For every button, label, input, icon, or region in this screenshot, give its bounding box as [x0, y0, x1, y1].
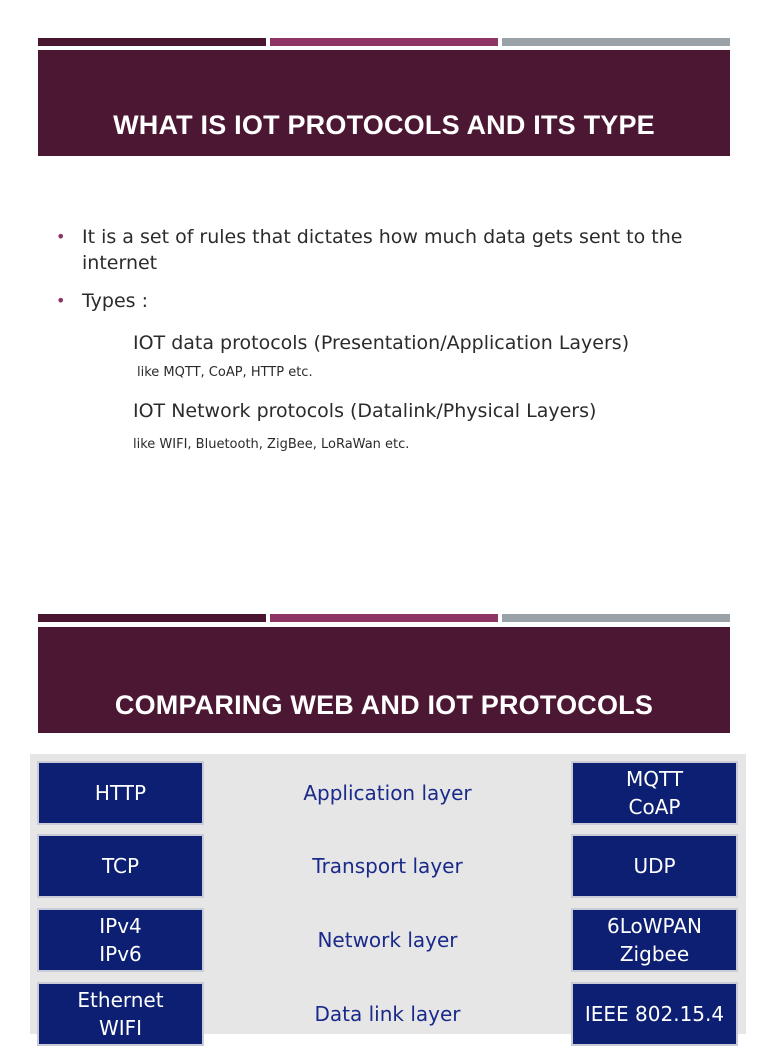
bullet-text: It is a set of rules that dictates how much data gets sent to the internet	[82, 226, 683, 274]
accent-bar-gray	[502, 614, 730, 622]
type-name: IOT data protocols (Presentation/Application Layers)	[133, 332, 630, 354]
protocol-label: TCP	[101, 854, 140, 878]
protocol-label: IEEE 802.15.4	[584, 1002, 725, 1026]
type-examples: like WIFI, Bluetooth, ZigBee, LoRaWan etc.	[133, 437, 410, 452]
type-name: IOT Network protocols (Datalink/Physical Layers)	[133, 400, 597, 422]
layer-row	[30, 982, 746, 1046]
protocol-label: CoAP	[628, 795, 681, 819]
web-protocol-cell	[37, 908, 204, 972]
accent-bar-dark	[38, 38, 266, 46]
layer-row	[30, 834, 746, 898]
slide-title: WHAT IS IOT PROTOCOLS AND ITS TYPE	[113, 109, 655, 140]
layer-name: Data link layer	[314, 1002, 461, 1026]
protocol-label: Ethernet	[77, 988, 164, 1012]
accent-bar-dark	[38, 614, 266, 622]
iot-protocol-cell	[571, 908, 738, 972]
iot-protocol-cell	[571, 982, 738, 1046]
web-protocol-cell	[37, 761, 204, 825]
bullet-icon: •	[56, 227, 66, 246]
layer-name: Application layer	[303, 781, 472, 805]
bullet-item	[56, 224, 716, 276]
iot-protocol-cell	[571, 761, 738, 825]
protocol-label: MQTT	[625, 767, 684, 791]
protocol-label: IPv4	[99, 914, 142, 938]
protocol-label: UDP	[633, 854, 676, 878]
title-banner	[38, 627, 730, 733]
protocol-label: WIFI	[98, 1016, 143, 1040]
layer-name: Network layer	[317, 928, 458, 952]
accent-bars	[38, 614, 730, 622]
bullet-icon: •	[56, 291, 66, 310]
accent-bar-mid	[270, 38, 498, 46]
accent-bars	[38, 38, 730, 46]
bullet-item	[56, 288, 716, 314]
layer-row	[30, 908, 746, 972]
protocol-label: HTTP	[94, 781, 147, 805]
title-banner	[38, 50, 730, 156]
protocol-label: Zigbee	[619, 942, 690, 966]
layer-row	[30, 761, 746, 825]
protocol-label: 6LoWPAN	[607, 914, 702, 938]
layer-name: Transport layer	[312, 854, 463, 878]
accent-bar-mid	[270, 614, 498, 622]
iot-protocol-cell	[571, 834, 738, 898]
web-protocol-cell	[37, 982, 204, 1046]
slide-body	[56, 224, 716, 454]
protocol-comparison-diagram	[30, 754, 746, 1040]
slide-title: COMPARING WEB AND IOT PROTOCOLS	[114, 689, 654, 720]
accent-bar-gray	[502, 38, 730, 46]
type-examples: like MQTT, CoAP, HTTP etc.	[137, 365, 313, 380]
slide-2	[0, 590, 768, 1040]
web-protocol-cell	[37, 834, 204, 898]
bullet-text: Types :	[82, 290, 148, 312]
protocol-label: IPv6	[99, 942, 142, 966]
